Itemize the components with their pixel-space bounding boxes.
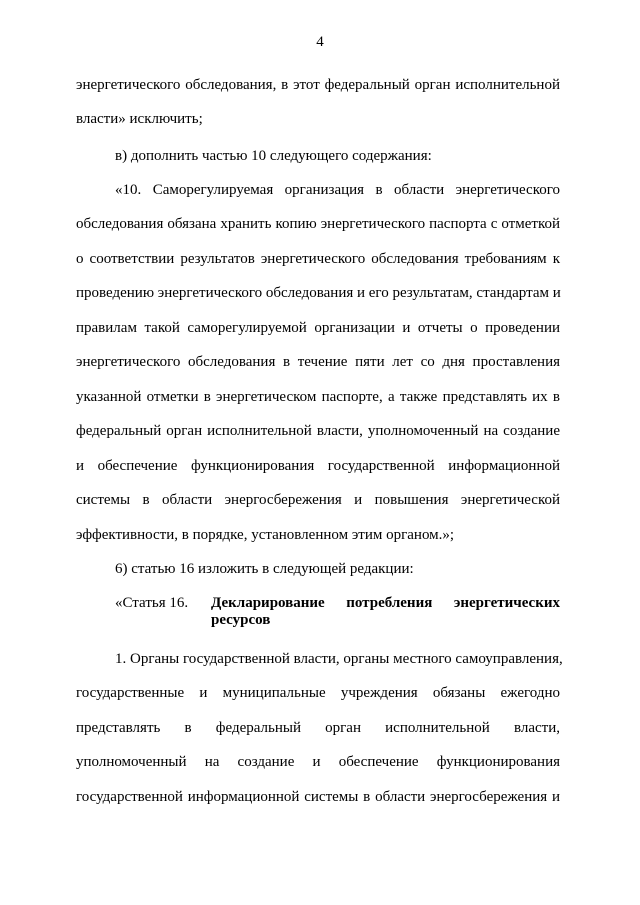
item-6: 6) статью 16 изложить в следующей редакции: bbox=[115, 561, 414, 577]
part10-line-9: и обеспечение функционирования государственной информационной bbox=[76, 458, 560, 474]
point1-line-4: уполномоченный на создание и обеспечение функционирования bbox=[76, 754, 560, 770]
part10-line-10: системы в области энергосбережения и повышения энергетической bbox=[76, 492, 560, 508]
part10-line-11: эффективности, в порядке, установленном этим органом.»; bbox=[76, 527, 455, 543]
item-v: в) дополнить частью 10 следующего содержания: bbox=[115, 148, 432, 164]
point1-line-1: 1. Органы государственной власти, органы местного самоуправления, bbox=[115, 651, 563, 667]
intro-line-1: энергетического обследования, в этот федеральный орган исполнительной bbox=[76, 77, 560, 93]
article-label: «Статья 16. bbox=[115, 595, 189, 611]
point1-line-2: государственные и муниципальные учреждения обязаны ежегодно bbox=[76, 685, 560, 701]
part10-line-2: обследования обязана хранить копию энергетического паспорта с отметкой bbox=[76, 216, 560, 232]
point1-line-5: государственной информационной системы в области энергосбережения и bbox=[76, 789, 560, 805]
part10-line-7: указанной отметки в энергетическом паспорте, а также представлять их в bbox=[76, 389, 560, 405]
part10-line-8: федеральный орган исполнительной власти, уполномоченный на создание bbox=[76, 423, 560, 439]
part10-line-3: о соответствии результатов энергетического обследования требованиям к bbox=[76, 251, 560, 267]
intro-line-2: власти» исключить; bbox=[76, 111, 203, 127]
part10-line-4: проведению энергетического обследования и его результатам, стандартам и bbox=[76, 285, 561, 301]
article-title-line-2: ресурсов bbox=[211, 612, 271, 628]
part10-line-6: энергетического обследования в течение пяти лет со дня проставления bbox=[76, 354, 560, 370]
article-title bbox=[211, 595, 560, 629]
article-title-line-1: Декларирование потребления энергетических bbox=[211, 595, 560, 611]
page-number: 4 bbox=[316, 34, 324, 50]
point1-line-3: представлять в федеральный орган исполнительной власти, bbox=[76, 720, 560, 736]
part10-line-1: «10. Саморегулируемая организация в области энергетического bbox=[115, 182, 560, 198]
part10-line-5: правилам такой саморегулируемой организации и отчеты о проведении bbox=[76, 320, 560, 336]
